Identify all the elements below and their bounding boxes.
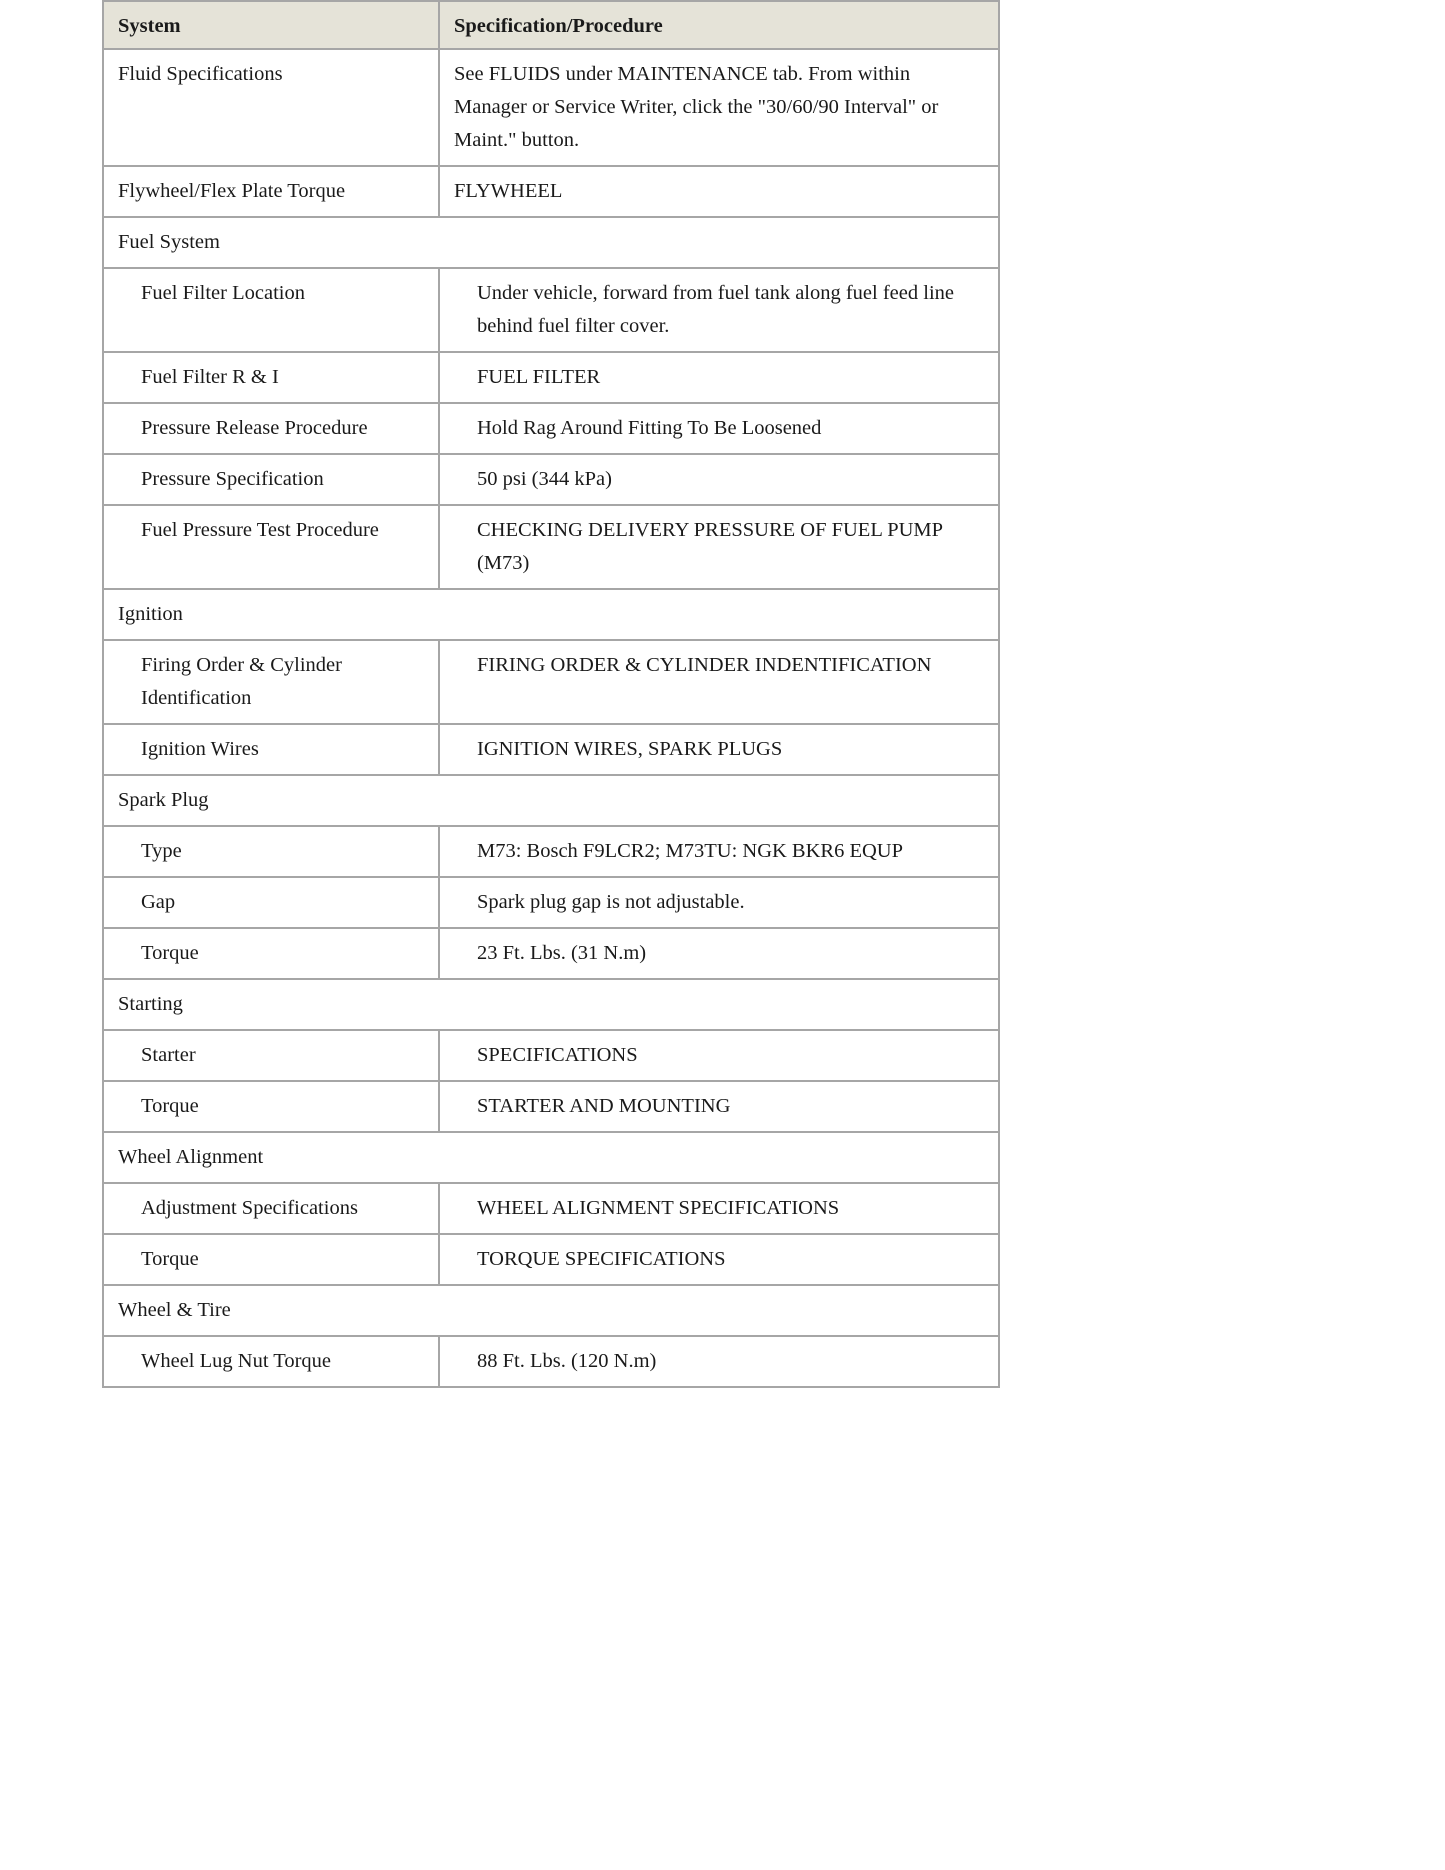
spec-cell: Under vehicle, forward from fuel tank along fuel feed line behind fuel filter cover. — [439, 268, 999, 352]
table-row — [103, 352, 999, 403]
section-title: Fuel System — [103, 217, 999, 268]
table-row — [103, 724, 999, 775]
system-cell: Pressure Specification — [103, 454, 439, 505]
spec-cell: M73: Bosch F9LCR2; M73TU: NGK BKR6 EQUP — [439, 826, 999, 877]
table-row — [103, 49, 999, 166]
system-cell: Fuel Pressure Test Procedure — [103, 505, 439, 589]
section-row — [103, 979, 999, 1030]
system-cell: Ignition Wires — [103, 724, 439, 775]
section-title: Ignition — [103, 589, 999, 640]
system-cell: Fuel Filter Location — [103, 268, 439, 352]
spec-cell: SPECIFICATIONS — [439, 1030, 999, 1081]
spec-cell: FUEL FILTER — [439, 352, 999, 403]
system-cell: Gap — [103, 877, 439, 928]
section-row — [103, 775, 999, 826]
section-title: Wheel & Tire — [103, 1285, 999, 1336]
system-cell: Pressure Release Procedure — [103, 403, 439, 454]
system-cell: Flywheel/Flex Plate Torque — [103, 166, 439, 217]
system-cell: Torque — [103, 1081, 439, 1132]
table-row — [103, 454, 999, 505]
table-row — [103, 505, 999, 589]
spec-cell: 88 Ft. Lbs. (120 N.m) — [439, 1336, 999, 1387]
spec-cell: FLYWHEEL — [439, 166, 999, 217]
spec-cell: Hold Rag Around Fitting To Be Loosened — [439, 403, 999, 454]
system-cell: Fuel Filter R & I — [103, 352, 439, 403]
spec-cell: WHEEL ALIGNMENT SPECIFICATIONS — [439, 1183, 999, 1234]
table-row — [103, 877, 999, 928]
system-cell: Adjustment Specifications — [103, 1183, 439, 1234]
table-row — [103, 1183, 999, 1234]
header-system: System — [103, 1, 439, 49]
spec-cell: Spark plug gap is not adjustable. — [439, 877, 999, 928]
system-cell: Firing Order & Cylinder Identification — [103, 640, 439, 724]
header-spec: Specification/Procedure — [439, 1, 999, 49]
table-body — [103, 49, 999, 1387]
section-row — [103, 217, 999, 268]
spec-cell: IGNITION WIRES, SPARK PLUGS — [439, 724, 999, 775]
system-cell: Type — [103, 826, 439, 877]
header-row — [103, 1, 999, 49]
table-row — [103, 403, 999, 454]
table-row — [103, 1081, 999, 1132]
section-row — [103, 1285, 999, 1336]
table-row — [103, 640, 999, 724]
section-title: Starting — [103, 979, 999, 1030]
spec-cell: CHECKING DELIVERY PRESSURE OF FUEL PUMP (M73) — [439, 505, 999, 589]
spec-cell: STARTER AND MOUNTING — [439, 1081, 999, 1132]
spec-cell: 23 Ft. Lbs. (31 N.m) — [439, 928, 999, 979]
table-row — [103, 1336, 999, 1387]
table-row — [103, 268, 999, 352]
table-row — [103, 1234, 999, 1285]
table-row — [103, 166, 999, 217]
system-cell: Fluid Specifications — [103, 49, 439, 166]
section-title: Wheel Alignment — [103, 1132, 999, 1183]
table-row — [103, 928, 999, 979]
system-cell: Wheel Lug Nut Torque — [103, 1336, 439, 1387]
section-title: Spark Plug — [103, 775, 999, 826]
spec-cell: FIRING ORDER & CYLINDER INDENTIFICATION — [439, 640, 999, 724]
table-row — [103, 1030, 999, 1081]
system-cell: Starter — [103, 1030, 439, 1081]
table-header — [103, 1, 999, 49]
table-row — [103, 826, 999, 877]
section-row — [103, 589, 999, 640]
spec-table — [102, 0, 1000, 1388]
system-cell: Torque — [103, 928, 439, 979]
spec-cell: See FLUIDS under MAINTENANCE tab. From within Manager or Service Writer, click the "30/60/90 Interval" or Maint." button. — [439, 49, 999, 166]
system-cell: Torque — [103, 1234, 439, 1285]
spec-cell: TORQUE SPECIFICATIONS — [439, 1234, 999, 1285]
spec-cell: 50 psi (344 kPa) — [439, 454, 999, 505]
section-row — [103, 1132, 999, 1183]
